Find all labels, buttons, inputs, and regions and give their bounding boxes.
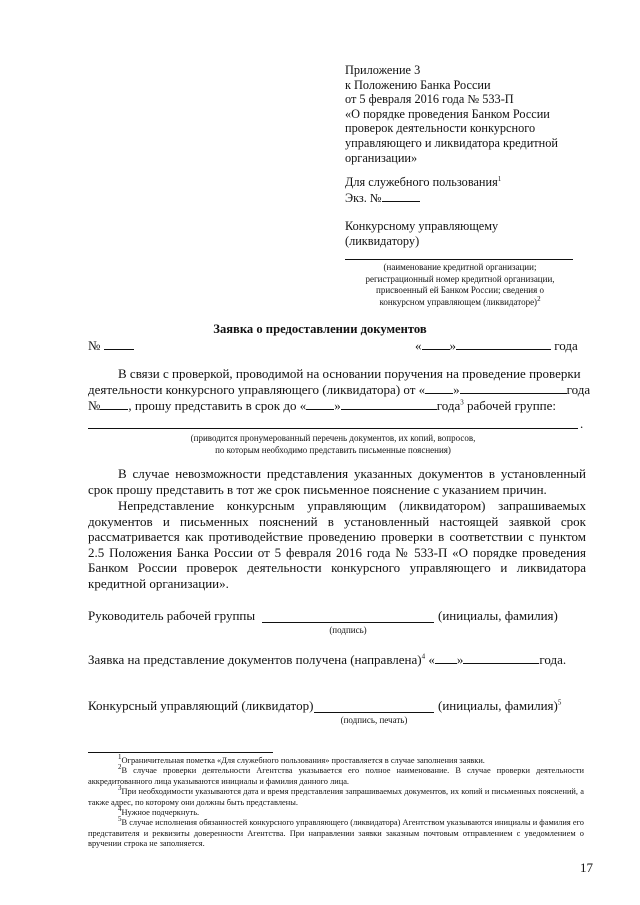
month-blank[interactable] — [463, 652, 539, 664]
number-sign: № — [88, 338, 101, 353]
day-blank[interactable] — [306, 398, 334, 410]
appendix-line: организации» — [345, 150, 418, 165]
footnote: $^2$В случае проверки деятельности Агентства указывается его полное наименование. В случае проверки деятельности аккредитованного лица указываются инициалы и фамилия данного лица. — [88, 763, 584, 786]
number-blank[interactable] — [100, 398, 128, 410]
manager-signature-blank[interactable] — [314, 712, 434, 713]
appendix-line: управляющего и ликвидатора кредитной — [345, 135, 558, 150]
head-sign-hint: (подпись) — [329, 625, 367, 635]
copy-number-blank[interactable] — [382, 190, 420, 202]
month-blank[interactable] — [460, 382, 567, 394]
para1-line3: № , прошу представить в срок до « » года$^3$ рабочей группе: — [88, 398, 557, 413]
appendix-line: «О порядке проведения Банком России — [345, 106, 550, 121]
month-blank[interactable] — [456, 338, 551, 350]
appendix-line: к Положению Банка России — [345, 77, 491, 92]
footnote: $^4$Нужное подчеркнуть. — [118, 805, 200, 818]
footnote: $^1$Ограничительная пометка «Для служебного пользования» проставляется в случае заполнения заявки. — [118, 753, 485, 765]
documents-list-hint: (приводится пронумерованный перечень документов, их копий, вопросов, по которым необходимо представить письменные пояснения) — [190, 433, 476, 455]
day-blank[interactable] — [435, 652, 457, 664]
restricted-block — [345, 175, 501, 206]
manager-sign-hint: (подпись, печать) — [340, 715, 408, 725]
head-label: Руководитель рабочей группы — [88, 608, 256, 623]
para2: В случае невозможности представления указанных документов в установленный срок прошу представить в тот же срок письменное пояснение с указанием причин. — [88, 466, 586, 497]
addressee-line: Конкурсному управляющему — [345, 219, 499, 233]
footnote: $^5$В случае исполнения обязанностей конкурсного управляющего (ликвидатора) Агентством указываются инициалы и фамилия его представителя и реквизиты доверенности Агентства. При направлении заявки заказным почтовым отправлением с уведомлением о вручении строка не заполняется. — [88, 815, 584, 849]
head-tail: (инициалы, фамилия) — [438, 608, 558, 623]
head-signature-blank[interactable] — [262, 622, 434, 623]
number-row — [88, 338, 134, 354]
appendix-line: Приложение 3 — [345, 63, 421, 77]
date-row: « » года — [415, 338, 578, 353]
addressee-block — [345, 219, 498, 249]
appendix-block — [345, 63, 595, 165]
footnotes — [88, 753, 584, 850]
footnote-ref: 5 — [557, 698, 562, 707]
footnote-ref: 1 — [497, 174, 502, 183]
documents-list-blank[interactable] — [88, 428, 578, 429]
footnote-separator — [88, 752, 273, 753]
page-number: 17 — [580, 860, 593, 875]
appendix-line: проверок деятельности конкурсного — [345, 121, 536, 136]
restricted-label: Для служебного пользования — [345, 175, 498, 189]
manager-label: Конкурсный управляющий (ликвидатор) — [88, 698, 314, 713]
number-blank[interactable] — [104, 338, 134, 350]
day-blank[interactable] — [422, 338, 450, 350]
footnote: $^3$При необходимости указываются дата и время представления запрашиваемых документов, их копий и письменных пояснений, а также адрес, по которому они должны быть представлены. — [88, 784, 584, 807]
document-title: Заявка о предоставлении документов — [213, 322, 427, 336]
addressee-blank[interactable] — [345, 259, 573, 260]
month-blank[interactable] — [341, 398, 437, 410]
para3: Непредставление конкурсным управляющим (ликвидатором) запрашиваемых документов и письменных пояснений в установленный настоящей заявкой срок рассматривается как противодействие проведению проверки в соответствии с пунктом 2.5 Положения Банка России от 5 февраля 2016 года № 533-П «О порядке проведения Банком России проверок деятельности конкурсного управляющего и ликвидатора кредитной организации». — [88, 498, 586, 591]
year-label: года — [554, 338, 578, 353]
footnote-ref: 4 — [421, 652, 426, 661]
footnote-ref: 2 — [537, 294, 541, 303]
addressee-hint: (наименование кредитной организации; регистрационный номер кредитной организации, присвоенный ей Банком России; сведения о конкурсном управляющем (ликвидаторе)$^2$ — [365, 262, 555, 307]
received-row: Заявка на представление документов получена (направлена)$^4$ « » года. — [88, 652, 567, 667]
copy-number-label: Экз. № — [345, 191, 382, 205]
addressee-line: (ликвидатору) — [345, 234, 420, 248]
para1-line2: деятельности конкурсного управляющего (ликвидатора) от « » года — [88, 382, 591, 397]
manager-tail: (инициалы, фамилия)$^5$ — [438, 698, 562, 713]
line-end-dot: . — [580, 416, 584, 431]
day-blank[interactable] — [425, 382, 453, 394]
footnote-ref: 3 — [460, 398, 464, 407]
appendix-line: от 5 февраля 2016 года № 533-П — [345, 92, 514, 107]
para1-line1: В связи с проверкой, проводимой на основании поручения на проведение проверки — [118, 366, 581, 381]
